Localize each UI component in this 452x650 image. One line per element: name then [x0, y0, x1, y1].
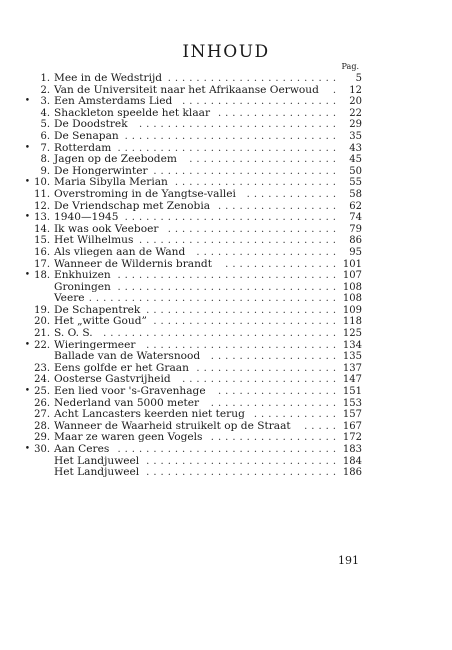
- entry-title: Enkhuizen: [54, 269, 111, 282]
- entry-title: Maar ze waren geen Vogels: [54, 431, 203, 444]
- entry-title: De Vriendschap met Zenobia: [54, 199, 211, 212]
- leader-dots: ............: [253, 409, 340, 421]
- entry-page-number: 58: [349, 188, 362, 200]
- leader-dots: ..........................: [153, 316, 340, 328]
- leader-dots: ............................: [138, 119, 340, 131]
- entry-page-number: 5: [355, 73, 362, 84]
- entry-page-number: 167: [342, 420, 362, 432]
- entry-number: 6.: [40, 130, 50, 142]
- entry-page-number: 35: [349, 130, 362, 142]
- entry-title: Ballade van de Watersnood: [54, 350, 201, 363]
- entry-page-number: 95: [349, 246, 362, 258]
- bullet-mark: •: [24, 270, 30, 281]
- page-title: INHOUD: [182, 42, 270, 62]
- entry-page-number: 157: [342, 409, 362, 421]
- entry-page-number: 101: [342, 258, 362, 270]
- page-column-label: Pag.: [341, 62, 359, 71]
- leader-dots: ........................: [167, 223, 340, 235]
- entry-title: Maria Sibylla Merian: [54, 176, 168, 189]
- footer-page-number: 191: [338, 554, 359, 567]
- entry-page-number: 135: [342, 351, 362, 363]
- entry-number: 7.: [40, 142, 50, 154]
- entry-title: Acht Lancasters keerden niet terug: [54, 408, 245, 421]
- leader-dots: .................................: [103, 328, 340, 340]
- entry-page-number: 108: [342, 281, 362, 293]
- entry-title: De Senapan: [54, 129, 119, 142]
- entry-page-number: 125: [342, 328, 362, 340]
- entry-number: 2.: [40, 84, 50, 96]
- entry-page-number: 137: [342, 362, 362, 374]
- leader-dots: ............................: [138, 235, 340, 247]
- entry-number: 28.: [34, 420, 50, 432]
- entry-title: Het „witte Goud”: [54, 315, 147, 328]
- leader-dots: ..................: [210, 397, 340, 409]
- entry-number: 29.: [34, 432, 50, 444]
- toc-entry: [22, 444, 362, 456]
- leader-dots: ...............................: [117, 444, 340, 455]
- entry-title: Groningen: [54, 280, 111, 293]
- leader-dots: ..................: [210, 351, 340, 363]
- entry-title: Eens golfde er het Graan: [54, 361, 189, 374]
- entry-number: 3.: [40, 96, 50, 108]
- entry-page-number: 74: [349, 212, 362, 224]
- leader-dots: ...................................: [88, 293, 340, 305]
- leader-dots: ...............................: [117, 281, 340, 293]
- bullet-mark: •: [24, 142, 30, 153]
- leader-dots: ...............................: [117, 142, 340, 154]
- entry-page-number: 45: [349, 154, 362, 166]
- entry-title: Een Amsterdams Lied: [54, 95, 173, 108]
- toc-entry: [22, 131, 362, 143]
- entry-number: 24.: [34, 374, 50, 386]
- entry-page-number: 147: [342, 374, 362, 386]
- leader-dots: ....................: [196, 246, 340, 258]
- entry-page-number: 22: [349, 107, 362, 119]
- entry-title: Als vliegen aan de Wand: [54, 245, 186, 258]
- leader-dots: ....................: [196, 362, 340, 374]
- bullet-mark: •: [24, 386, 30, 397]
- entry-page-number: 62: [349, 200, 362, 212]
- entry-title: Het Landjuweel: [54, 466, 140, 479]
- entry-page-number: 151: [342, 386, 362, 398]
- leader-dots: ..............................: [124, 130, 340, 142]
- leader-dots: .................: [217, 386, 340, 398]
- entry-number: 1.: [40, 73, 50, 84]
- entry-title: 1940—1945: [54, 211, 119, 224]
- leader-dots: ...........................: [146, 455, 340, 467]
- leader-dots: .................: [217, 107, 340, 119]
- entry-number: 14.: [34, 223, 50, 235]
- leader-dots: ......................: [182, 374, 340, 386]
- entry-number: 16.: [34, 246, 50, 258]
- entry-page-number: 184: [342, 455, 362, 467]
- entry-title: Rotterdam: [54, 141, 112, 154]
- entry-title: Wanneer de Wildernis brandt: [54, 257, 212, 270]
- entry-title: S. O. S.: [54, 327, 93, 340]
- entry-page-number: 134: [342, 339, 362, 351]
- toc-entry: [22, 247, 362, 259]
- entry-number: 13.: [34, 212, 50, 224]
- leader-dots: ..............................: [124, 212, 340, 224]
- entry-page-number: 172: [342, 432, 362, 444]
- entry-title: Jagen op de Zeebodem: [54, 153, 177, 166]
- entry-number: 20.: [34, 316, 50, 328]
- bullet-mark: •: [24, 96, 30, 107]
- entry-page-number: 108: [342, 293, 362, 305]
- entry-number: 27.: [34, 409, 50, 421]
- entry-page-number: 153: [342, 397, 362, 409]
- leader-dots: .: [332, 84, 340, 96]
- leader-dots: ...............................: [117, 270, 340, 282]
- leader-dots: ..................: [210, 432, 340, 444]
- leader-dots: .............: [246, 188, 340, 200]
- bullet-mark: •: [24, 444, 30, 454]
- entry-title: Nederland van 5000 meter: [54, 396, 200, 409]
- entry-page-number: 183: [342, 444, 362, 455]
- entry-number: 21.: [34, 328, 50, 340]
- entry-number: 12.: [34, 200, 50, 212]
- leader-dots: ........................: [167, 73, 340, 84]
- leader-dots: ......................: [182, 96, 340, 108]
- bullet-mark: •: [24, 339, 30, 350]
- entry-number: 5.: [40, 119, 50, 131]
- leader-dots: .................: [217, 200, 340, 212]
- entry-page-number: 109: [342, 304, 362, 316]
- entry-title: Veere: [54, 292, 85, 305]
- entry-title: Overstroming in de Yangtse-vallei: [54, 187, 236, 200]
- entry-title: Van de Universiteit naar het Afrikaanse Oerwoud: [54, 83, 319, 96]
- table-of-contents: [22, 73, 362, 479]
- leader-dots: ..........................: [153, 165, 340, 177]
- toc-entry: [22, 386, 362, 398]
- entry-number: 19.: [34, 304, 50, 316]
- entry-title: Wieringermeer: [54, 338, 136, 351]
- leader-dots: ...........................: [146, 304, 340, 316]
- entry-page-number: 79: [349, 223, 362, 235]
- entry-title: Wanneer de Waarheid struikelt op de Straat: [54, 419, 291, 432]
- entry-number: 8.: [40, 154, 50, 166]
- entry-number: 18.: [34, 270, 50, 282]
- entry-number: 25.: [34, 386, 50, 398]
- entry-title: Een lied voor 's-Gravenhage: [54, 385, 206, 398]
- entry-page-number: 186: [342, 467, 362, 479]
- leader-dots: ...........................: [146, 467, 340, 479]
- entry-number: 15.: [34, 235, 50, 247]
- entry-title: De Doodstrek: [54, 118, 128, 131]
- entry-title: Het Landjuweel: [54, 454, 140, 467]
- entry-title: Ik was ook Veeboer: [54, 222, 159, 235]
- entry-page-number: 86: [349, 235, 362, 247]
- entry-number: 10.: [34, 177, 50, 189]
- leader-dots: ................: [225, 258, 340, 270]
- entry-title: Oosterse Gastvrijheid: [54, 373, 171, 386]
- entry-page-number: 29: [349, 119, 362, 131]
- entry-title: De Schapentrek: [54, 303, 141, 316]
- toc-entry: [22, 73, 362, 85]
- entry-page-number: 50: [349, 165, 362, 177]
- leader-dots: .....................: [189, 154, 340, 166]
- entry-title: De Hongerwinter: [54, 164, 148, 177]
- entry-page-number: 43: [349, 142, 362, 154]
- toc-entry: [22, 467, 362, 479]
- entry-title: Shackleton speelde het klaar: [54, 106, 211, 119]
- entry-title: Aan Ceres: [54, 443, 110, 455]
- entry-number: 4.: [40, 107, 50, 119]
- entry-number: 23.: [34, 362, 50, 374]
- toc-entry: [22, 328, 362, 340]
- entry-number: 30.: [34, 444, 50, 455]
- entry-number: 26.: [34, 397, 50, 409]
- leader-dots: ...........................: [146, 339, 340, 351]
- entry-page-number: 107: [342, 270, 362, 282]
- toc-entry: [22, 189, 362, 201]
- leader-dots: .....: [304, 420, 340, 432]
- entry-number: 17.: [34, 258, 50, 270]
- entry-number: 9.: [40, 165, 50, 177]
- toc-entry: [22, 212, 362, 224]
- entry-page-number: 20: [349, 96, 362, 108]
- bullet-mark: •: [24, 177, 30, 188]
- entry-number: 22.: [34, 339, 50, 351]
- entry-page-number: 55: [349, 177, 362, 189]
- toc-entry: [22, 270, 362, 282]
- bullet-mark: •: [24, 212, 30, 223]
- entry-title: Mee in de Wedstrijd: [54, 72, 163, 84]
- toc-entry: [22, 154, 362, 166]
- entry-number: 11.: [34, 188, 50, 200]
- entry-title: Het Wilhelmus: [54, 234, 134, 247]
- leader-dots: .......................: [174, 177, 340, 189]
- entry-page-number: 118: [342, 316, 362, 328]
- entry-page-number: 12: [349, 84, 362, 96]
